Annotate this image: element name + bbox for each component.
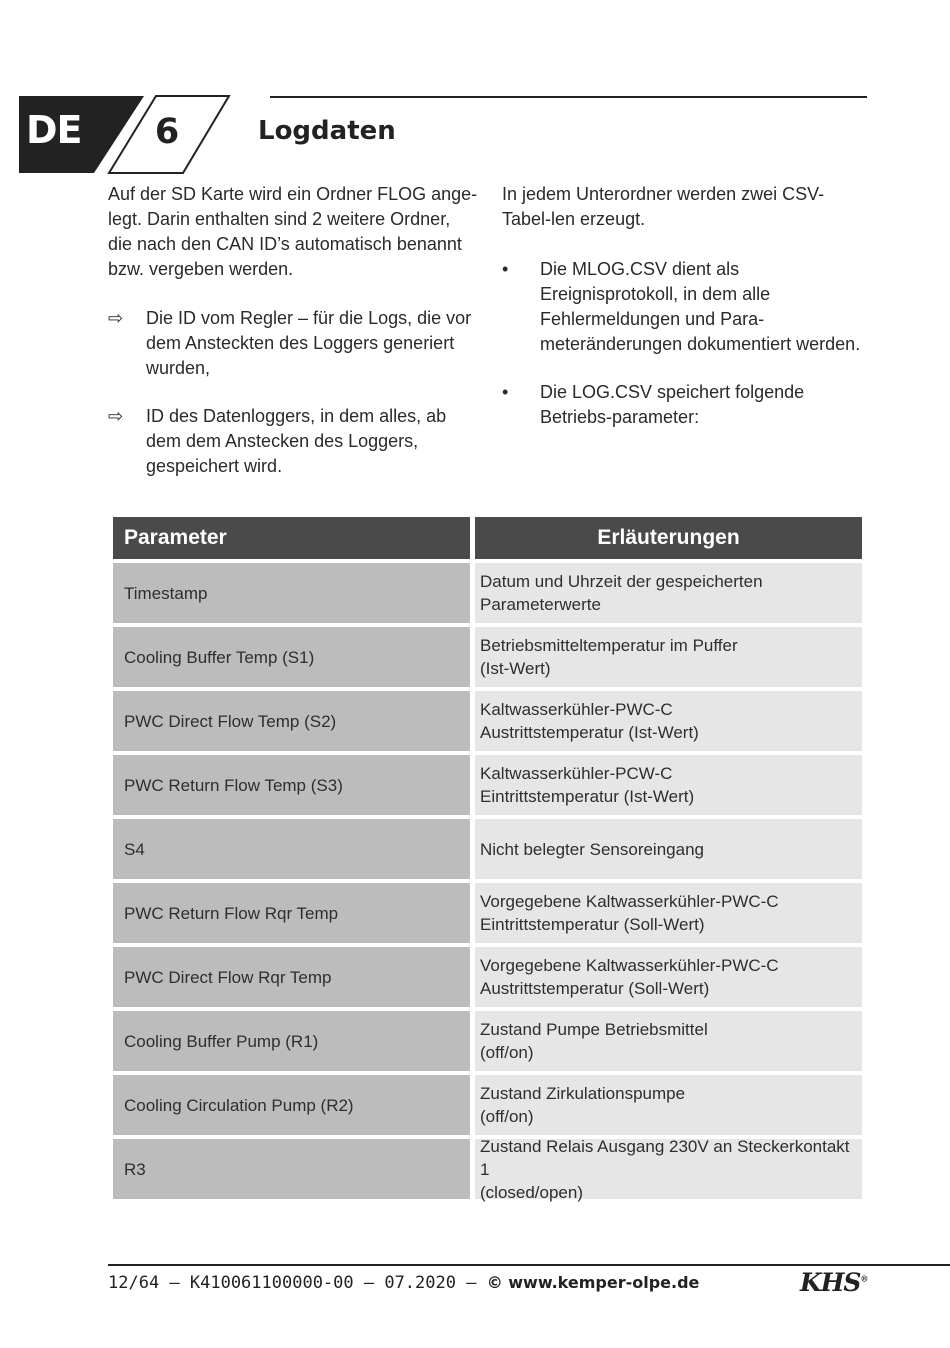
arrow-right-icon: ⇨ bbox=[108, 406, 124, 426]
list-item bbox=[108, 306, 478, 381]
parameter-cell bbox=[113, 627, 470, 687]
table-row bbox=[113, 883, 862, 943]
list-item-text: Die ID vom Regler – für die Logs, die vor dem Ansteckten des Loggers generiert wurden, bbox=[146, 308, 472, 378]
parameter-name: S4 bbox=[124, 839, 145, 859]
bullet-icon: • bbox=[502, 382, 509, 402]
footer-rule bbox=[108, 1264, 950, 1266]
header-rule bbox=[270, 96, 867, 98]
explanation-cell bbox=[475, 1011, 862, 1071]
table-row bbox=[113, 755, 862, 815]
parameter-cell bbox=[113, 563, 470, 623]
table-row bbox=[113, 819, 862, 879]
table-row bbox=[113, 1075, 862, 1135]
language-label: DE bbox=[26, 108, 82, 152]
chapter-number: 6 bbox=[154, 112, 180, 152]
explanation-cell bbox=[475, 627, 862, 687]
parameter-name: PWC Return Flow Temp (S3) bbox=[124, 775, 343, 795]
explanation-text: Vorgegebene Kaltwasserkühler-PWC-C Eintrittstemperatur (Soll-Wert) bbox=[480, 892, 779, 934]
bullet-icon: • bbox=[502, 259, 509, 279]
page-reference: 12/64 – K410061100000-00 – 07.2020 – bbox=[108, 1273, 487, 1293]
explanation-cell bbox=[475, 563, 862, 623]
parameter-cell bbox=[113, 1011, 470, 1071]
right-text-column bbox=[502, 182, 872, 430]
explanation-text: Nicht belegter Sensoreingang bbox=[480, 839, 704, 859]
parameter-table bbox=[113, 517, 862, 1203]
list-item bbox=[502, 257, 866, 357]
column-header-parameter: Parameter bbox=[113, 517, 470, 559]
list-item-text: ID des Datenloggers, in dem alles, ab dem dem Anstecken des Loggers, gespeichert wird. bbox=[146, 406, 447, 476]
parameter-name: PWC Return Flow Rqr Temp bbox=[124, 903, 339, 923]
list-item-text: Die LOG.CSV speichert folgende Betriebs-parameter: bbox=[540, 382, 805, 427]
parameter-cell bbox=[113, 755, 470, 815]
parameter-cell bbox=[113, 1075, 470, 1135]
explanation-cell bbox=[475, 691, 862, 751]
parameter-cell bbox=[113, 819, 470, 879]
intro-paragraph: Auf der SD Karte wird ein Ordner FLOG ange-legt. Darin enthalten sind 2 weitere Ordner, die nach den CAN ID’s automatisch benannt bzw. vergeben werden. bbox=[108, 184, 478, 279]
explanation-text: Zustand Relais Ausgang 230V an Steckerkontakt 1 (closed/open) bbox=[480, 1136, 850, 1202]
parameter-cell bbox=[113, 691, 470, 751]
left-text-column bbox=[108, 182, 478, 479]
explanation-cell bbox=[475, 819, 862, 879]
parameter-cell bbox=[113, 883, 470, 943]
registered-mark: ® bbox=[860, 1273, 868, 1284]
table-row bbox=[113, 627, 862, 687]
logo-text: KHS bbox=[800, 1268, 861, 1297]
page-title: Logdaten bbox=[258, 116, 396, 146]
table-header-row bbox=[113, 517, 862, 559]
list-item-text: Die MLOG.CSV dient als Ereignisprotokoll, in dem alle Fehlermeldungen und Para-meteränderungen dokumentiert werden. bbox=[540, 259, 861, 354]
explanation-text: Zustand Zirkulationspumpe (off/on) bbox=[480, 1084, 686, 1126]
list-item bbox=[108, 404, 478, 479]
parameter-cell bbox=[113, 1139, 470, 1199]
website-link[interactable]: © www.kemper-olpe.de bbox=[486, 1273, 700, 1292]
parameter-name: Cooling Buffer Pump (R1) bbox=[124, 1031, 319, 1051]
parameter-cell bbox=[113, 947, 470, 1007]
explanation-text: Vorgegebene Kaltwasserkühler-PWC-C Austrittstemperatur (Soll-Wert) bbox=[480, 956, 779, 998]
footer-reference bbox=[108, 1273, 699, 1293]
explanation-cell bbox=[475, 947, 862, 1007]
explanation-text: Kaltwasserkühler-PWC-C Austrittstemperatur (Ist-Wert) bbox=[480, 700, 699, 742]
parameter-name: R3 bbox=[124, 1159, 146, 1179]
explanation-text: Betriebsmitteltemperatur im Puffer (Ist-Wert) bbox=[480, 636, 738, 678]
header-graphic bbox=[0, 0, 950, 200]
column-header-explanation: Erläuterungen bbox=[475, 517, 862, 559]
table-row bbox=[113, 947, 862, 1007]
explanation-cell bbox=[475, 1136, 862, 1202]
explanation-text: Datum und Uhrzeit der gespeicherten Parameterwerte bbox=[480, 572, 763, 614]
parameter-name: Timestamp bbox=[124, 583, 208, 603]
table-row bbox=[113, 691, 862, 751]
intro-paragraph: In jedem Unterordner werden zwei CSV-Tabel-len erzeugt. bbox=[502, 184, 825, 229]
explanation-cell bbox=[475, 1075, 862, 1135]
parameter-name: Cooling Circulation Pump (R2) bbox=[124, 1095, 354, 1115]
table-row bbox=[113, 1011, 862, 1071]
explanation-text: Kaltwasserkühler-PCW-C Eintrittstemperatur (Ist-Wert) bbox=[480, 764, 695, 806]
parameter-name: PWC Direct Flow Temp (S2) bbox=[124, 711, 337, 731]
table-row bbox=[113, 563, 862, 623]
khs-logo bbox=[800, 1268, 867, 1297]
explanation-text: Zustand Pumpe Betriebsmittel (off/on) bbox=[480, 1020, 708, 1062]
explanation-cell bbox=[475, 883, 862, 943]
explanation-cell bbox=[475, 755, 862, 815]
parameter-name: PWC Direct Flow Rqr Temp bbox=[124, 967, 332, 987]
arrow-right-icon: ⇨ bbox=[108, 308, 124, 328]
table-row bbox=[113, 1136, 862, 1202]
parameter-name: Cooling Buffer Temp (S1) bbox=[124, 647, 315, 667]
list-item bbox=[502, 380, 866, 430]
